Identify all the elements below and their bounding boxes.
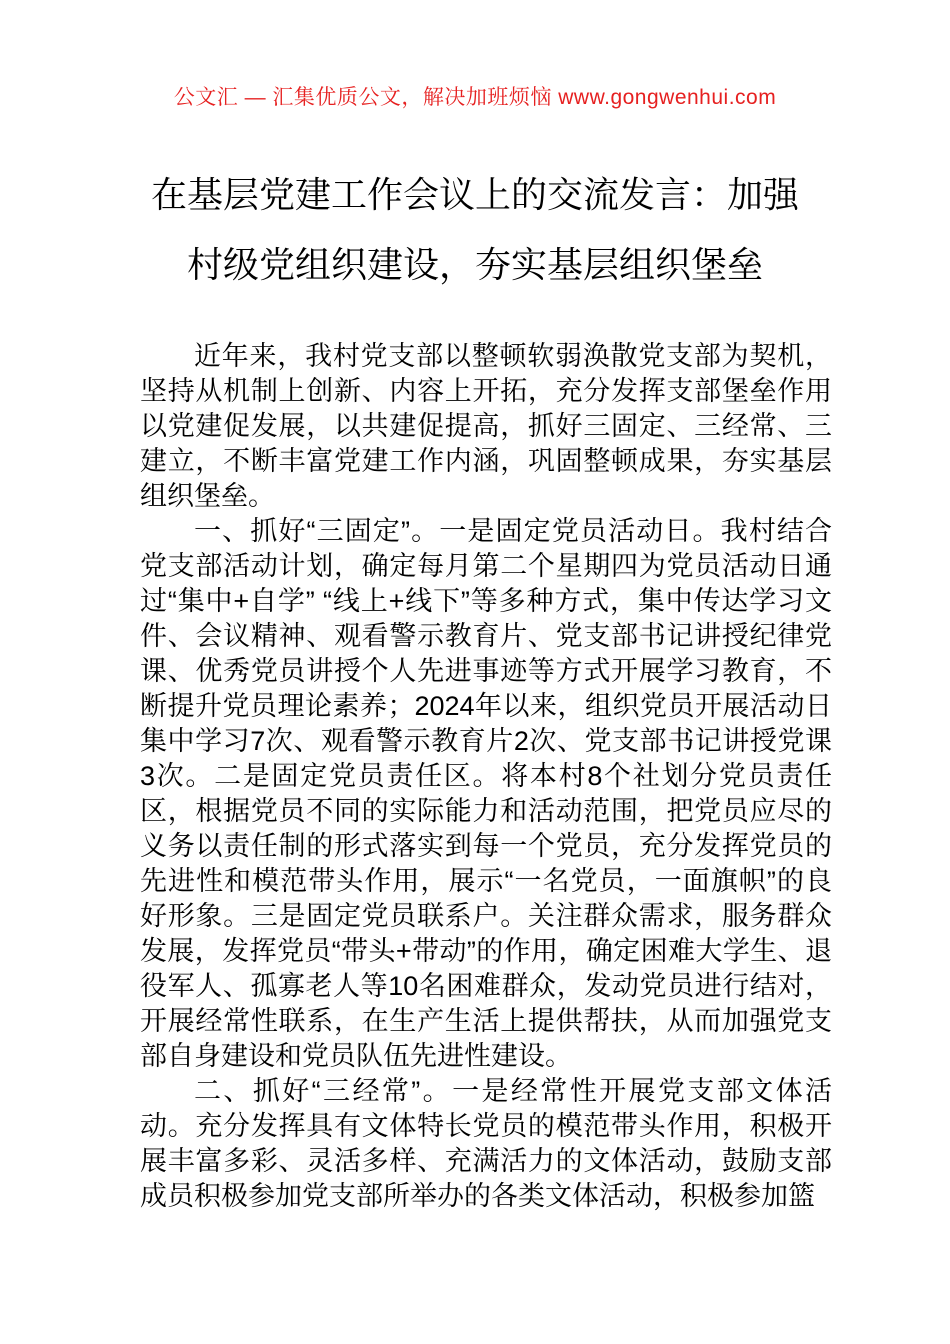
document-body [140, 339, 832, 1214]
site-watermark: 公文汇 — 汇集优质公文，解决加班烦恼 www.gongwenhui.com [173, 86, 777, 109]
document-title [70, 160, 880, 300]
paragraph-section-1: 一、抓好“三固定”。一是固定党员活动日。我村结合党支部活动计划，确定每月第二个星期四为党员活动日通过“集中+自学” “线上+线下”等多种方式，集中传达学习文件、会议精神、观看警示教育片、党支部书记讲授纪律党课、优秀党员讲授个人先进事迹等方式开展学习教育，不断提升党员理论素养；2024年以来，组织党员开展活动日集中学习7次、观看警示教育片2次、党支部书记讲授党课3次。二是固定党员责任区。将本村8个社划分党员责任区，根据党员不同的实际能力和活动范围，把党员应尽的义务以责任制的形式落实到每一个党员，充分发挥党员的先进性和模范带头作用，展示“一名党员，一面旗帜”的良好形象。三是固定党员联系户。关注群众需求，服务群众发展，发挥党员“带头+带动”的作用，确定困难大学生、退役军人、孤寡老人等10名困难群众，发动党员进行结对，开展经常性联系，在生产生活上提供帮扶，从而加强党支部自身建设和党员队伍先进性建设。 [140, 516, 832, 1071]
paragraph-intro: 近年来，我村党支部以整顿软弱涣散党支部为契机，坚持从机制上创新、内容上开拓，充分发挥支部堡垒作用以党建促发展，以共建促提高，抓好三固定、三经常、三建立，不断丰富党建工作内涵，巩固整顿成果，夯实基层组织堡垒。 [140, 341, 832, 511]
document-title-line-2: 村级党组织建设，夯实基层组织堡垒 [186, 244, 763, 285]
paragraph-section-2: 二、抓好“三经常”。一是经常性开展党支部文体活动。充分发挥具有文体特长党员的模范带头作用，积极开展丰富多彩、灵活多样、充满活力的文体活动，鼓励支部成员积极参加党支部所举办的各类文体活动，积极参加篮 [140, 1076, 832, 1211]
document-title-line-1: 在基层党建工作会议上的交流发言：加强 [150, 174, 799, 215]
